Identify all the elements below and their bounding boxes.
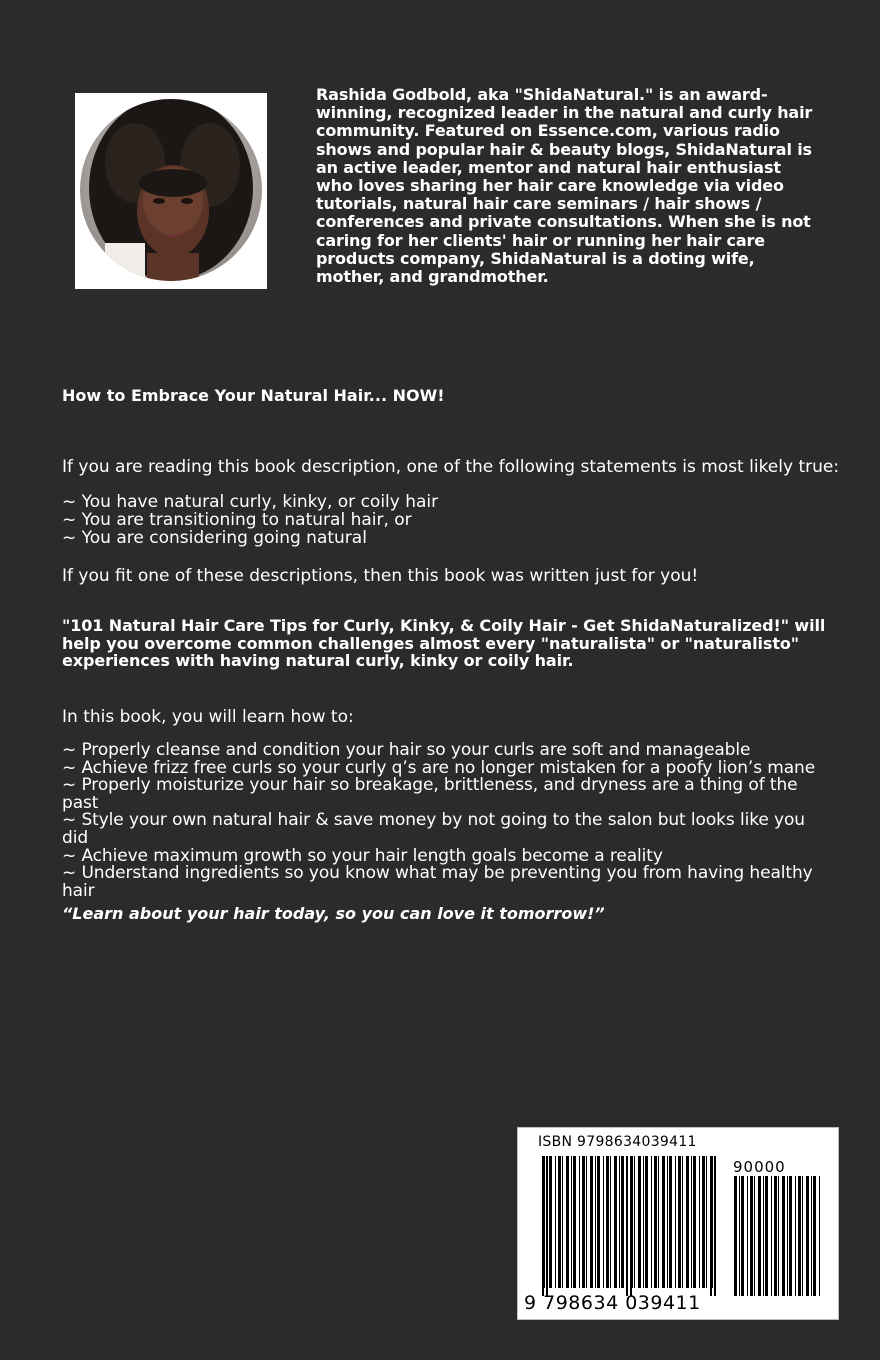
barcode-bar [610,1156,611,1288]
list-item: ~ Achieve maximum growth so your hair length goals become a reality [62,845,663,866]
barcode-bar [654,1156,657,1288]
barcode-bar [638,1156,641,1288]
barcode-guard-bar [546,1156,548,1296]
barcode-bar [774,1176,777,1296]
barcode-bar [595,1156,596,1288]
barcode-bar [778,1176,779,1296]
barcode-bar [739,1176,740,1296]
learn-intro: In this book, you will learn how to: [62,707,354,727]
barcode-bar [691,1156,692,1288]
barcode-bar [669,1156,672,1288]
author-bio: Rashida Godbold, aka "ShidaNatural." is an award-winning, recognized leader in the natural and curly hair community. Featured on Essence.com, various radio shows and popular hair & beauty blogs, ShidaNatural is an active leader, mentor and natural hair enthusiast who loves sharing her hair care knowledge via video tutorials, natural hair care seminars / hair shows / conferences and private consultations. When she is not caring for her clients' hair or running her hair care products company, ShidaNatural is a doting wife, mother, and grandmother. [316,85,813,287]
barcode-bar [754,1176,755,1296]
list-item: ~ You are transitioning to natural hair, or [62,510,412,530]
barcode-bar [706,1156,707,1288]
tagline-quote: “Learn about your hair today, so you can love it tomorrow!” [62,904,605,923]
barcode-guard-bar [630,1156,632,1296]
isbn-barcode [517,1127,839,1320]
barcode-bars [518,1128,838,1319]
list-item: ~ Properly moisturize your hair so breakage, brittleness, and dryness are a thing of the past [62,775,798,813]
barcode-bar [566,1156,569,1288]
barcode-bar [782,1176,785,1296]
price-code: 90000 [733,1158,786,1176]
barcode-bar [645,1156,648,1288]
barcode-bar [811,1176,812,1296]
barcode-bar [771,1176,772,1296]
barcode-bar [693,1156,696,1288]
barcode-bar [686,1156,689,1288]
barcode-bar [579,1156,580,1288]
barcode-bar [763,1176,764,1296]
barcode-bar [558,1156,561,1288]
barcode-bar [590,1156,593,1288]
barcode-bar [562,1156,563,1288]
isbn-label: ISBN 9798634039411 [538,1134,697,1150]
barcode-guard-bar [710,1156,712,1296]
barcode-bar [662,1156,665,1288]
intro-paragraph: If you are reading this book description, one of the following statements is most likely true: [62,457,840,477]
barcode-bar [621,1156,624,1288]
barcode-bar [634,1156,635,1288]
barcode-guard-bar [714,1156,716,1296]
barcode-bar [678,1156,681,1288]
barcode-bar [758,1176,761,1296]
barcode-bar [798,1176,801,1296]
barcode-bar [819,1176,820,1296]
barcode-bar [606,1156,609,1288]
isbn-digits: 9 798634 039411 [524,1292,701,1314]
barcode-bar [667,1156,668,1288]
list-item: ~ Properly cleanse and condition your hair so your curls are soft and manageable [62,740,751,760]
barcode-bar [806,1176,809,1296]
barcode-bar [750,1176,753,1296]
barcode-bar [813,1176,816,1296]
learn-list [62,742,832,900]
fit-statement: If you fit one of these descriptions, then this book was written just for you! [62,566,699,586]
barcode-bar [765,1176,768,1296]
barcode-bar [619,1156,620,1288]
barcode-bar [573,1156,576,1288]
barcode-bar [734,1176,737,1296]
barcode-bar [699,1156,700,1288]
barcode-guard-bar [626,1156,628,1296]
barcode-bar [549,1156,552,1288]
list-item: ~ You are considering going natural [62,528,367,548]
barcode-bar [582,1156,585,1288]
barcode-bar [603,1156,604,1288]
barcode-bar [747,1176,748,1296]
barcode-bar [682,1156,683,1288]
barcode-bar [702,1156,705,1288]
barcode-bar [741,1176,744,1296]
author-photo [75,93,267,289]
list-item: ~ Understand ingredients so you know what may be preventing you from having healthy hair [62,863,813,901]
barcode-bar [802,1176,803,1296]
barcode-bar [795,1176,796,1296]
barcode-bar [571,1156,572,1288]
barcode-guard-bar [542,1156,544,1296]
promo-paragraph: "101 Natural Hair Care Tips for Curly, Kinky, & Coily Hair - Get ShidaNaturalized!" will help you overcome common challenges almost every "naturalista" or "naturalisto" experiences with having natural curly, kinky or coily hair. [62,616,826,670]
barcode-bar [787,1176,788,1296]
list-item: ~ You have natural curly, kinky, or coily hair [62,492,439,512]
list-item: ~ Style your own natural hair & save money by not going to the salon but looks like you did [62,810,805,848]
barcode-bar [597,1156,600,1288]
condition-list [62,493,438,547]
barcode-bar [586,1156,587,1288]
barcode-bar [651,1156,652,1288]
barcode-bar [789,1176,792,1296]
list-item: ~ Achieve frizz free curls so your curly q’s are no longer mistaken for a poofy lion’s mane [62,757,816,778]
barcode-bar [614,1156,617,1288]
barcode-bar [675,1156,676,1288]
barcode-bar [658,1156,659,1288]
barcode-bar [643,1156,644,1288]
book-headline: How to Embrace Your Natural Hair... NOW! [62,386,445,405]
barcode-bar [555,1156,556,1288]
